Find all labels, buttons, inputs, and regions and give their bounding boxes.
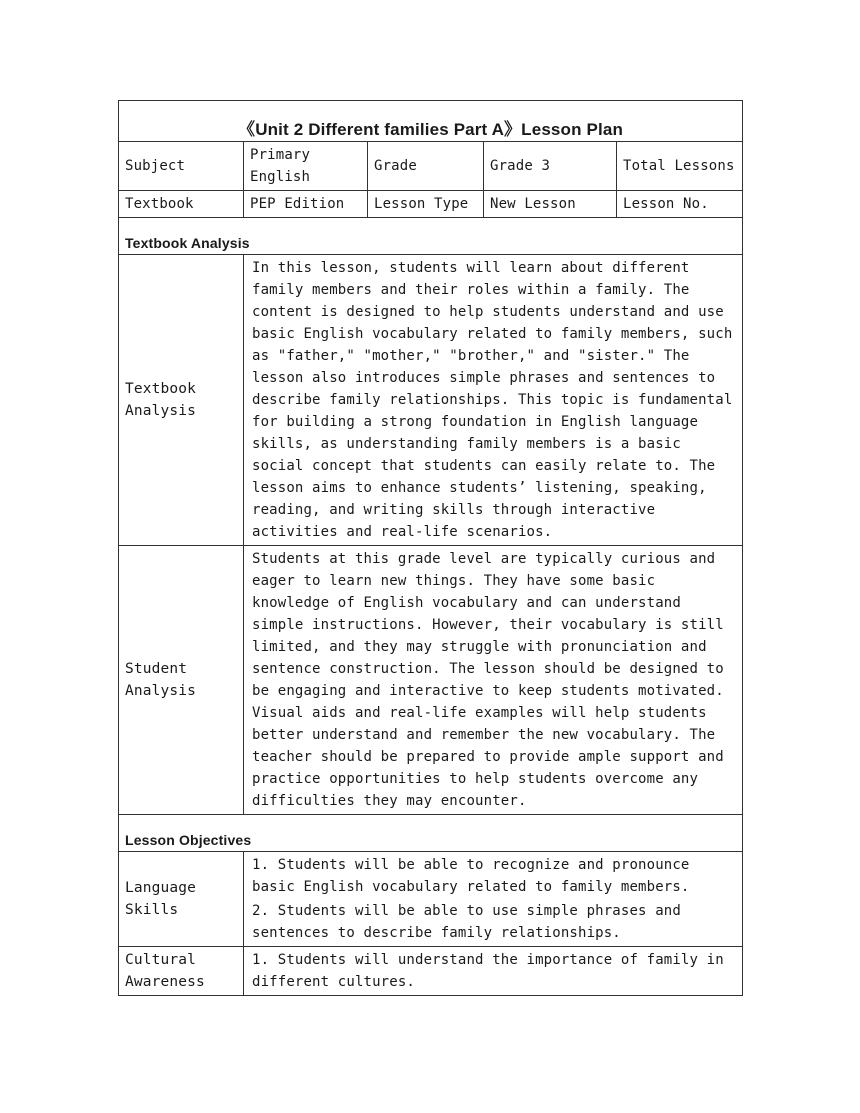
language-skills-objective-1: 1. Students will be able to recognize and pronounce basic English vocabulary related to family members. (252, 857, 690, 895)
lesson-plan-table (118, 100, 743, 996)
student-analysis-row (119, 546, 743, 815)
subject-label: Subject (119, 142, 244, 191)
lesson-type-value: New Lesson (484, 191, 617, 218)
textbook-analysis-text: In this lesson, students will learn about different family members and their roles within a family. The content is designed to help students understand and use basic English vocabulary related to family members, such as "father," "mother," "brother," and "sister." The lesson also introduces simple phrases and sentences to describe family relationships. This topic is fundamental for building a strong foundation in English language skills, as understanding family members is a basic social concept that students can easily relate to. The lesson aims to enhance students’ listening, speaking, reading, and writing skills through interactive activities and real-life scenarios. (244, 255, 743, 546)
language-skills-row (119, 852, 743, 947)
student-analysis-text: Students at this grade level are typically curious and eager to learn new things. They have some basic knowledge of English vocabulary and can understand simple instructions. However, their vocabulary is still limited, and they may struggle with pronunciation and sentence construction. The lesson should be designed to be engaging and interactive to keep students motivated. Visual aids and real-life examples will help students better understand and remember the new vocabulary. The teacher should be prepared to provide ample support and practice opportunities to help students overcome any difficulties they may encounter. (244, 546, 743, 815)
language-skills-label: Language Skills (119, 852, 244, 947)
grade-value: Grade 3 (484, 142, 617, 191)
info-row-subject (119, 142, 743, 191)
textbook-analysis-row (119, 255, 743, 546)
cultural-awareness-row (119, 947, 743, 996)
grade-label: Grade (368, 142, 484, 191)
subject-value: Primary English (244, 142, 368, 191)
total-lessons-label: Total Lessons (617, 142, 743, 191)
textbook-label: Textbook (119, 191, 244, 218)
cultural-awareness-label: Cultural Awareness (119, 947, 244, 996)
section-heading-textbook-analysis: Textbook Analysis (119, 218, 743, 255)
lesson-plan-page (118, 100, 742, 996)
textbook-value: PEP Edition (244, 191, 368, 218)
cultural-awareness-objectives (244, 947, 743, 996)
textbook-analysis-label: Textbook Analysis (119, 255, 244, 546)
language-skills-objective-2: 2. Students will be able to use simple phrases and sentences to describe family relationships. (252, 903, 681, 941)
lesson-no-label: Lesson No. (617, 191, 743, 218)
lesson-plan-title: 《Unit 2 Different families Part A》Lesson Plan (119, 101, 743, 142)
lesson-type-label: Lesson Type (368, 191, 484, 218)
info-row-textbook (119, 191, 743, 218)
student-analysis-label: Student Analysis (119, 546, 244, 815)
section-heading-lesson-objectives: Lesson Objectives (119, 815, 743, 852)
language-skills-objectives (244, 852, 743, 947)
cultural-awareness-objective-1: 1. Students will understand the importance of family in different cultures. (252, 952, 724, 990)
